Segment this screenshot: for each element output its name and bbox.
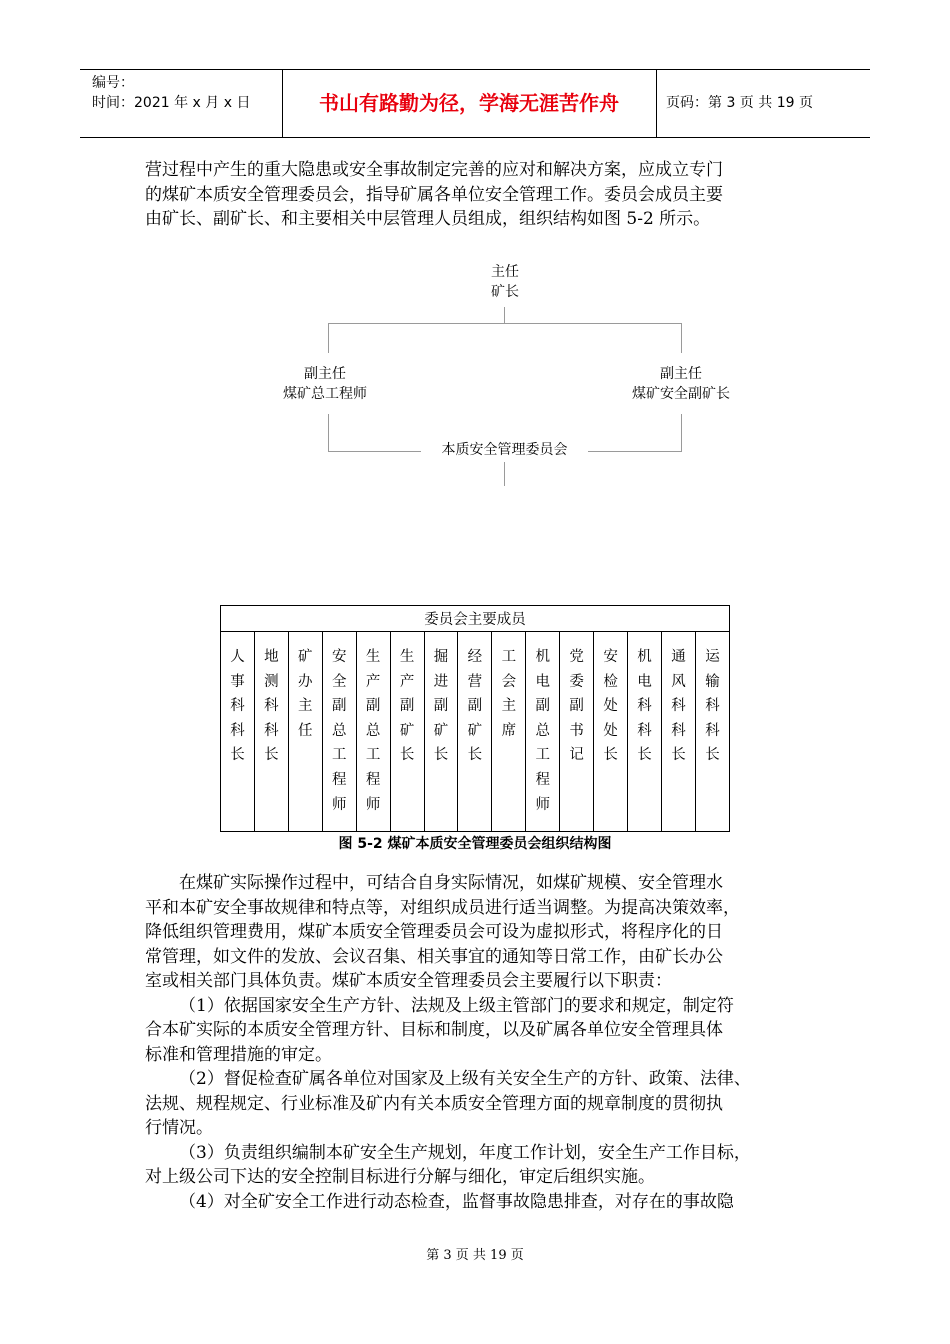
member-cell [221, 632, 255, 832]
text-line: （4）对全矿安全工作进行动态检查，监督事故隐患排查，对存在的事故隐 [179, 1191, 734, 1212]
text-line: 降低组织管理费用，煤矿本质安全管理委员会可设为虚拟形式，将程序化的日 [145, 922, 723, 942]
time-label: 时间：2021 年 x 月 x 日 [92, 95, 251, 111]
member-name: 机电副总工程师 [535, 649, 550, 813]
member-cell [628, 632, 662, 832]
committee-node: 本质安全管理委员会 [441, 442, 568, 458]
text-line: 行情况。 [145, 1118, 213, 1138]
text-line: 对上级公司下达的安全控制目标进行分解与细化，审定后组织实施。 [145, 1167, 655, 1187]
page-header [80, 69, 870, 138]
text-line: （2）督促检查矿属各单位对国家及上级有关安全生产的方针、政策、法律、 [179, 1069, 751, 1089]
connector-line [328, 451, 421, 452]
member-cell [594, 632, 628, 832]
members-table-title: 委员会主要成员 [221, 606, 730, 632]
member-name: 生产副矿长 [399, 649, 415, 764]
member-cell [390, 632, 424, 832]
vice-left-title: 副主任 [304, 366, 346, 382]
member-name: 矿办主任 [298, 649, 313, 739]
connector-line [681, 414, 682, 451]
member-name: 生产副总工程师 [365, 649, 381, 813]
text-line: 合本矿实际的本质安全管理方针、目标和制度，以及矿属各单位安全管理具体 [145, 1020, 723, 1040]
member-name: 工会主席 [501, 649, 517, 739]
member-name: 安全副总工程师 [331, 649, 347, 813]
page-label: 页码：第 3 页 共 19 页 [666, 95, 813, 111]
member-cell [492, 632, 526, 832]
page-footer: 第 3 页 共 19 页 [426, 1248, 524, 1263]
text-line: 平和本矿安全事故规律和特点等，对组织成员进行适当调整。为提高决策效率， [145, 897, 740, 918]
member-cell [560, 632, 594, 832]
vice-left-node [255, 364, 395, 404]
chair-title: 主任 [491, 264, 519, 280]
text-line: （1）依据国家安全生产方针、法规及上级主管部门的要求和规定，制定符 [179, 995, 734, 1016]
connector-line [328, 323, 329, 353]
figure-caption: 图 5-2 煤矿本质安全管理委员会组织结构图 [338, 836, 612, 852]
vice-right-title: 副主任 [660, 366, 702, 382]
vice-right-node [606, 364, 756, 404]
member-cell [695, 632, 729, 832]
member-cell [288, 632, 322, 832]
motto: 书山有路勤为径，学海无涯苦作舟 [282, 70, 657, 137]
member-cell [661, 632, 695, 832]
connector-line [681, 323, 682, 353]
connector-line [328, 414, 329, 451]
members-row [221, 632, 730, 832]
vice-left-name: 煤矿总工程师 [283, 386, 367, 402]
member-cell [356, 632, 390, 832]
connector-line [504, 307, 505, 323]
member-name: 通风科科长 [671, 649, 686, 764]
member-name: 经营副矿长 [467, 649, 483, 764]
members-table [220, 605, 730, 832]
connector-line [328, 323, 682, 324]
member-name: 人事科科长 [230, 649, 245, 764]
text-line: 常管理，如文件的发放、会议召集、相关事宜的通知等日常工作，由矿长办公 [145, 946, 723, 967]
chair-node [455, 262, 555, 302]
body-text [145, 871, 815, 1214]
text-line: 标准和管理措施的审定。 [145, 1044, 332, 1065]
text-line: （3）负责组织编制本矿安全生产规划，年度工作计划，安全生产工作目标， [179, 1142, 751, 1163]
chair-name: 矿长 [491, 284, 519, 300]
member-cell [254, 632, 288, 832]
member-name: 掘进副矿长 [433, 649, 449, 764]
text-line: 法规、规程规定、行业标准及矿内有关本质安全管理方面的规章制度的贯彻执 [145, 1093, 723, 1114]
member-cell [458, 632, 492, 832]
number-label: 编号： [92, 75, 134, 91]
text-line: 室或相关部门具体负责。煤矿本质安全管理委员会主要履行以下职责： [145, 971, 672, 991]
member-name: 运输科科长 [705, 649, 720, 764]
text-line: 的煤矿本质安全管理委员会，指导矿属各单位安全管理工作。委员会成员主要 [145, 184, 723, 205]
connector-line [504, 462, 505, 486]
member-name: 安检处处长 [603, 649, 618, 764]
member-name: 地测科科长 [264, 649, 279, 764]
member-name: 党委副书记 [569, 649, 584, 764]
member-name: 机电科科长 [637, 649, 652, 764]
header-meta [80, 70, 283, 137]
intro-paragraph [145, 158, 815, 232]
member-cell [526, 632, 560, 832]
text-line: 由矿长、副矿长、和主要相关中层管理人员组成，组织结构如图 5-2 所示。 [145, 209, 711, 229]
text-line: 在煤矿实际操作过程中，可结合自身实际情况，如煤矿规模、安全管理水 [179, 873, 723, 893]
text-line: 营过程中产生的重大隐患或安全事故制定完善的应对和解决方案，应成立专门 [145, 160, 723, 180]
connector-line [588, 451, 682, 452]
member-cell [322, 632, 356, 832]
vice-right-name: 煤矿安全副矿长 [632, 386, 730, 402]
member-cell [424, 632, 458, 832]
